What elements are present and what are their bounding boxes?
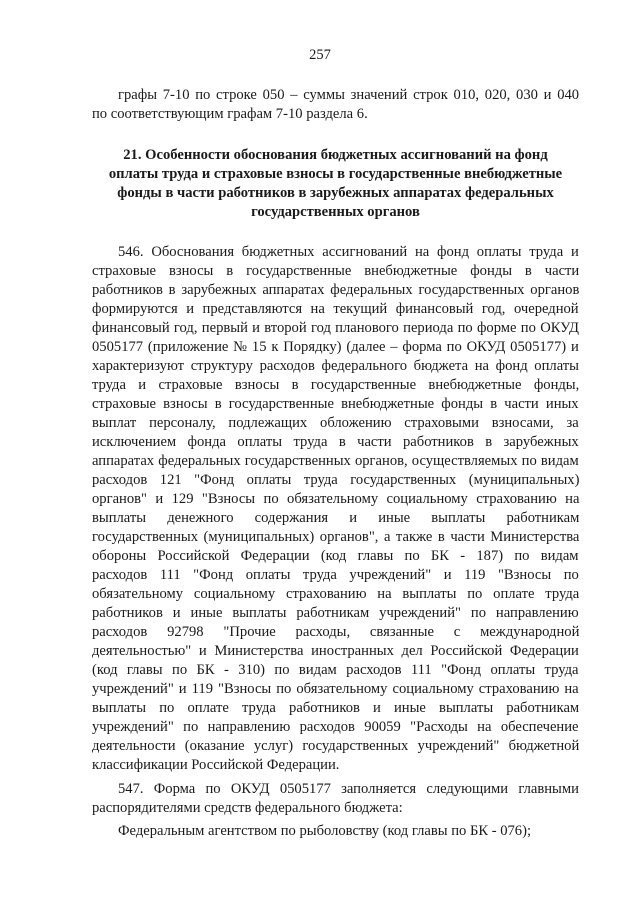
paragraph-546-line: работников в зарубежных аппаратах федеральных государственных органов [92,282,580,298]
paragraph-546-line: 0505177 (приложение № 15 к Порядку) (далее – форма по ОКУД 0505177) и [92,339,579,355]
section-heading-line: фонды в части работников в зарубежных аппаратах федеральных [117,185,554,201]
paragraph-546-line: расходов 121 "Фонд оплаты труда государственных (муниципальных) [92,472,580,488]
paragraph-546-line: 546. Обоснования бюджетных ассигнований на фонд оплаты труда и [118,244,579,260]
paragraph-547-line: Федеральным агентством по рыболовству (код главы по БК - 076); [118,823,532,839]
paragraph-546-line: формируются и представляются на текущий финансовый год, очередной [92,301,579,317]
paragraph-546-line: расходов 92798 "Прочие расходы, связанные с международной [92,624,580,640]
paragraph-546-line: обязательному социальному страхованию на выплаты по оплате труда [92,586,580,602]
intro-line: по соответствующим графам 7-10 раздела 6. [92,106,368,122]
paragraph-546-line: исключением фонда оплаты труда в части работников в зарубежных [92,434,579,450]
paragraph-546-line: выплаты денежного содержания и иные выплаты работникам [92,510,580,526]
section-heading-line: 21. Особенности обоснования бюджетных ассигнований на фонд [123,147,548,163]
paragraph-546-line: учреждений" по направлению расходов 90059 "Расходы на обеспечение [92,719,579,735]
paragraph-546-line: государственных (муниципальных) органов", а также в части Министерства [92,529,580,545]
paragraph-546-line: труда и страховые взносы в государственные внебюджетные фонды, [92,377,580,393]
paragraph-546-line: органов" и 129 "Взносы по обязательному социальному страхованию на [92,491,580,507]
paragraph-546-line: страховые взносы в государственные внебюджетные фонды в части [92,263,580,279]
paragraph-546-line: расходов 111 "Фонд оплаты труда учреждений" и 119 "Взносы по [92,567,579,583]
paragraph-546-line: учреждений" и 119 "Взносы по обязательному социальному страхованию на [92,681,579,697]
paragraph-546-line: деятельности (оказание услуг) государственных учреждений" бюджетной [92,738,580,754]
section-heading-line: государственных органов [251,204,420,220]
section-heading-line: оплаты труда и страховые взносы в государственные внебюджетные [108,166,563,182]
paragraph-546-line: (код главы по БК - 310) по видам расходов 111 "Фонд оплаты труда [92,662,579,678]
paragraph-546-line: аппаратах федеральных государственных органов, осуществляемых по видам [92,453,579,469]
paragraph-546-line: финансовый год, первый и второй год планового периода по форме по ОКУД [92,320,579,336]
paragraph-546-line: классификации Российской Федерации. [92,757,340,773]
paragraph-547-line: 547. Форма по ОКУД 0505177 заполняется следующими главными [118,781,579,797]
paragraph-546-line: выплаты по оплате труда работников и иные выплаты работникам [92,700,580,716]
paragraph-547-line: распорядителями средств федерального бюджета: [92,800,403,816]
paragraph-546-line: обороны Российской Федерации (код главы по БК - 187) по видам [92,548,579,564]
paragraph-546-line: работников и иные выплаты работникам учреждений" по направлению [92,605,579,621]
paragraph-546-line: страховые взносы в государственные внебюджетные фонды в части иных [92,396,579,412]
paragraph-546-line: выплат персоналу, подлежащих обложению страховыми взносами, за [92,415,579,431]
intro-line: графы 7-10 по строке 050 – суммы значений строк 010, 020, 030 и 040 [118,87,580,103]
page-number: 257 [309,47,331,63]
paragraph-546-line: деятельностью" и Министерства иностранных дел Российской Федерации [92,643,579,659]
paragraph-546-line: характеризуют структуру расходов федерального бюджета на фонд оплаты [92,358,579,374]
